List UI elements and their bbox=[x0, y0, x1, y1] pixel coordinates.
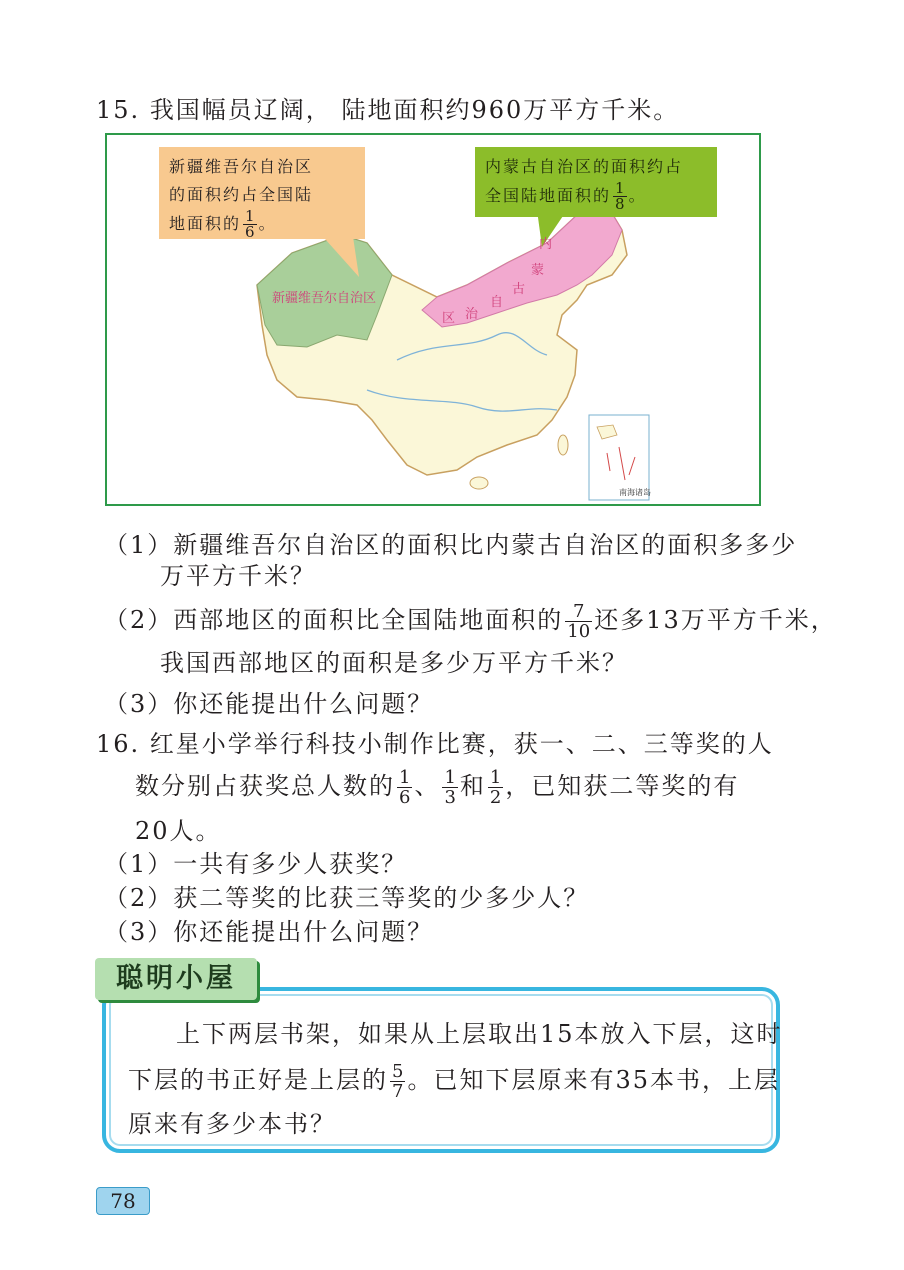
q16-line1 bbox=[96, 728, 774, 760]
fraction-denominator: 6 bbox=[245, 223, 255, 241]
fraction-five-sevenths bbox=[390, 1062, 405, 1101]
xinjiang-callout-line1: 新疆维吾尔自治区 bbox=[169, 157, 314, 176]
nmg-callout-line2 bbox=[485, 181, 707, 212]
fraction-one-sixth bbox=[397, 768, 412, 807]
q15-sub3-text: 你还能提出什么问题？ bbox=[173, 690, 434, 718]
fraction-denominator: 8 bbox=[615, 195, 625, 213]
fraction-one-eighth bbox=[613, 181, 627, 212]
q16-line2-post: ，已知获二等奖的有 bbox=[505, 772, 740, 800]
smart-room-line2-post: 。已知下层原来有35本书，上层 bbox=[407, 1066, 780, 1094]
q16-line3: 20人。 bbox=[135, 817, 222, 845]
smart-room-line2 bbox=[128, 1062, 780, 1101]
q15-sub1 bbox=[104, 529, 797, 561]
fraction-one-half bbox=[488, 768, 503, 807]
q16-sub3-number: （3） bbox=[104, 918, 174, 946]
q16-sub3-text: 你还能提出什么问题？ bbox=[173, 918, 434, 946]
page-number: 78 bbox=[96, 1187, 150, 1215]
q15-sub3-number: （3） bbox=[104, 690, 174, 718]
xinjiang-callout-line2: 的面积约占全国陆 bbox=[169, 185, 314, 204]
nmg-map-label-5: 治 bbox=[465, 307, 479, 322]
q16-line2 bbox=[135, 768, 739, 807]
q16-line2-pre: 数分别占获奖总人数的 bbox=[135, 772, 395, 800]
fraction-numerator: 1 bbox=[399, 767, 411, 788]
q15-title bbox=[96, 94, 679, 126]
fraction-numerator: 1 bbox=[245, 207, 255, 225]
q16-number: 16. bbox=[96, 730, 141, 758]
xinjiang-callout-end: 。 bbox=[258, 214, 277, 233]
q15-sub2-text-post: 还多13万平方千米， bbox=[594, 606, 837, 634]
fraction-seven-tenths bbox=[565, 602, 592, 641]
nmg-map-label-2: 蒙 bbox=[531, 263, 545, 278]
nmg-map-label-1: 内 bbox=[539, 237, 553, 252]
fraction-denominator: 10 bbox=[567, 621, 591, 642]
q15-sub2-text-pre: 西部地区的面积比全国陆地面积的 bbox=[173, 606, 564, 634]
xinjiang-callout-line3-text: 地面积的 bbox=[169, 214, 242, 233]
q16-separator-2: 和 bbox=[459, 772, 486, 800]
fraction-numerator: 5 bbox=[392, 1061, 404, 1082]
q16-sub2 bbox=[104, 882, 589, 914]
smart-room-title: 聪明小屋 bbox=[95, 958, 257, 1000]
nmg-map-label-4: 自 bbox=[490, 295, 504, 310]
nmg-map-label-3: 古 bbox=[512, 282, 526, 297]
nmg-callout-line2-text: 全国陆地面积的 bbox=[485, 186, 612, 205]
q16-sub1-text: 一共有多少人获奖？ bbox=[173, 850, 408, 878]
q16-separator-1: 、 bbox=[414, 772, 441, 800]
inset-map-label: 南海诸岛 bbox=[619, 488, 651, 497]
fraction-denominator: 7 bbox=[392, 1081, 404, 1102]
fraction-numerator: 1 bbox=[489, 767, 502, 788]
q15-sub2 bbox=[104, 602, 837, 641]
fraction-denominator: 6 bbox=[399, 787, 411, 808]
nmg-callout bbox=[475, 147, 717, 217]
xinjiang-callout-line3 bbox=[169, 209, 355, 240]
fraction-numerator: 1 bbox=[615, 179, 625, 197]
q16-line1-text: 红星小学举行科技小制作比赛，获一、二、三等奖的人 bbox=[149, 730, 774, 758]
nmg-callout-line1: 内蒙古自治区的面积约占 bbox=[485, 157, 684, 176]
q15-sub2-line2: 我国西部地区的面积是多少万平方千米？ bbox=[160, 649, 628, 677]
xinjiang-callout bbox=[159, 147, 365, 239]
q16-sub1 bbox=[104, 848, 407, 880]
fraction-one-third bbox=[442, 768, 457, 807]
q15-number: 15. bbox=[96, 96, 141, 124]
q16-sub1-number: （1） bbox=[104, 850, 174, 878]
hainan-island bbox=[470, 477, 488, 489]
q15-sub3 bbox=[104, 688, 433, 720]
smart-room-line3: 原来有多少本书？ bbox=[128, 1110, 336, 1138]
taiwan-island bbox=[558, 435, 568, 455]
q15-text: 我国幅员辽阔， 陆地面积约960万平方千米。 bbox=[149, 96, 680, 124]
smart-room-line2-pre: 下层的书正好是上层的 bbox=[128, 1066, 388, 1094]
xinjiang-map-label: 新疆维吾尔自治区 bbox=[272, 291, 377, 306]
fraction-numerator: 7 bbox=[573, 601, 585, 622]
fraction-denominator: 3 bbox=[444, 787, 456, 808]
nmg-map-label-6: 区 bbox=[442, 311, 456, 326]
fraction-one-sixth bbox=[243, 209, 257, 240]
q16-sub2-number: （2） bbox=[104, 884, 174, 912]
smart-room-line1: 上下两层书架，如果从上层取出15本放入下层，这时 bbox=[176, 1020, 783, 1048]
q15-sub1-number: （1） bbox=[104, 531, 174, 559]
q16-sub2-text: 获二等奖的比获三等奖的少多少人？ bbox=[173, 884, 590, 912]
fraction-numerator: 1 bbox=[444, 767, 456, 788]
q15-sub1-line2: 万平方千米？ bbox=[160, 562, 316, 590]
q16-sub3 bbox=[104, 916, 433, 948]
q15-sub1-line1: 新疆维吾尔自治区的面积比内蒙古自治区的面积多多少 bbox=[173, 531, 798, 559]
china-map bbox=[105, 133, 761, 506]
nmg-callout-end: 。 bbox=[628, 186, 647, 205]
fraction-denominator: 2 bbox=[489, 787, 502, 808]
q15-sub2-number: （2） bbox=[104, 606, 174, 634]
